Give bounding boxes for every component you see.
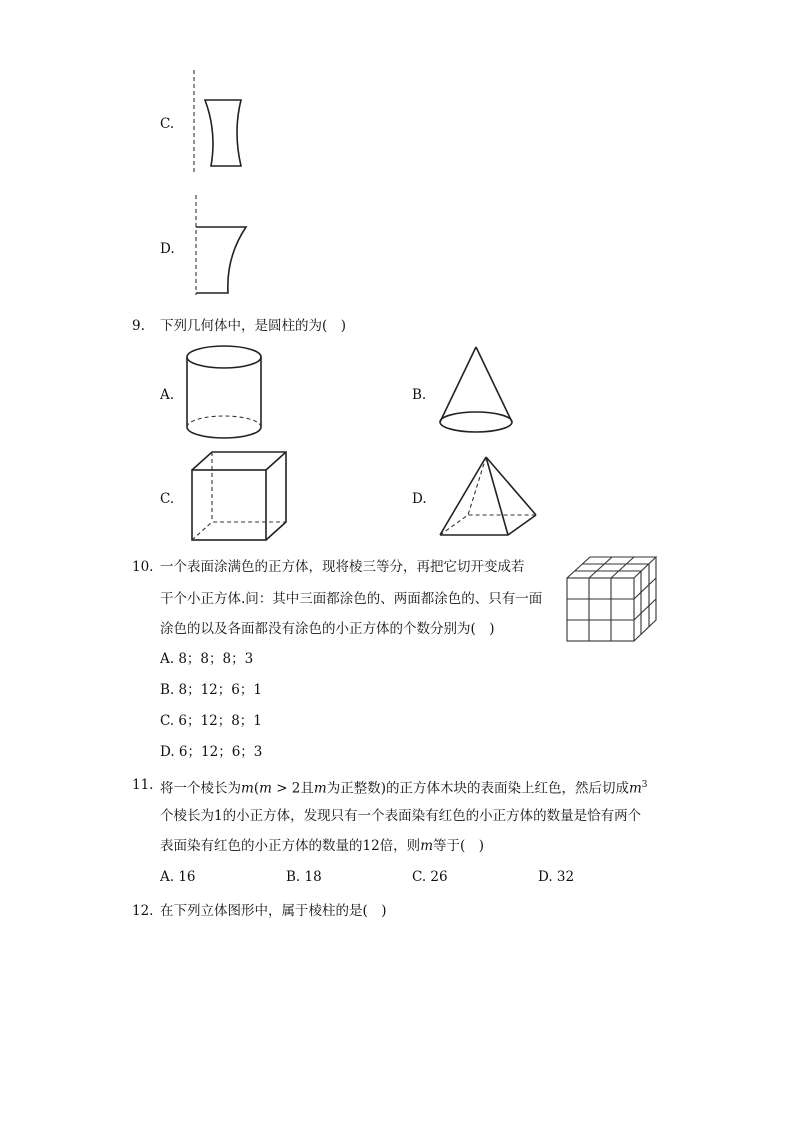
- q10-option-b: B. 8；12；6；1: [160, 682, 262, 698]
- q9-option-c-label: C.: [160, 491, 175, 507]
- q11-line1: 将一个棱长为m(m > 2且m为正整数)的正方体木块的表面染上红色，然后切成$m^3$: [160, 780, 648, 797]
- q11-line2: 个棱长为1的小正方体，发现只有一个表面染有红色的小正方体的数量是恰有两个: [160, 808, 642, 824]
- q9-option-d-label: D.: [412, 491, 427, 507]
- q10-line2: 干个小正方体.问：其中三面都涂色的、两面都涂色的、只有一面: [160, 591, 543, 607]
- q9-option-b-label: B.: [412, 387, 427, 403]
- q9-option-a-cylinder: [186, 345, 266, 445]
- q9-stem: 下列几何体中，是圆柱的为( ): [160, 318, 347, 334]
- q12-number: 12.: [132, 903, 154, 919]
- q9-option-a-label: A.: [160, 387, 175, 403]
- q10-number: 10.: [132, 559, 154, 575]
- q12-stem: 在下列立体图形中，属于棱柱的是( ): [160, 903, 387, 919]
- q10-line3: 涂色的以及各面都没有涂色的小正方体的个数分别为( ): [160, 621, 495, 637]
- q11-line3: 表面染有红色的小正方体的数量的12倍，则m等于( ): [160, 838, 485, 854]
- q10-option-c: C. 6；12；8；1: [160, 713, 262, 729]
- q11-option-c: C. 26: [412, 869, 448, 885]
- q9-option-c-cube: [190, 450, 290, 545]
- q10-option-d: D. 6；12；6；3: [160, 744, 263, 760]
- q11-option-b: B. 18: [286, 869, 322, 885]
- q10-line1: 一个表面涂满色的正方体，现将棱三等分，再把它切开变成若: [160, 559, 525, 575]
- q8-option-c-label: C.: [160, 116, 175, 132]
- q9-number: 9.: [132, 318, 145, 334]
- q8-option-d-label: D.: [160, 241, 175, 257]
- q9-option-b-cone: [438, 345, 518, 445]
- q9-option-d-pyramid: [436, 453, 546, 548]
- q8-option-d-figure: [188, 195, 248, 305]
- q10-rubik-cube-figure: [566, 556, 661, 646]
- q11-option-d: D. 32: [538, 869, 575, 885]
- q8-option-c-figure: [185, 70, 245, 180]
- q11-number: 11.: [132, 777, 154, 793]
- q10-option-a: A. 8；8；8；3: [160, 651, 254, 667]
- q11-option-a: A. 16: [160, 869, 196, 885]
